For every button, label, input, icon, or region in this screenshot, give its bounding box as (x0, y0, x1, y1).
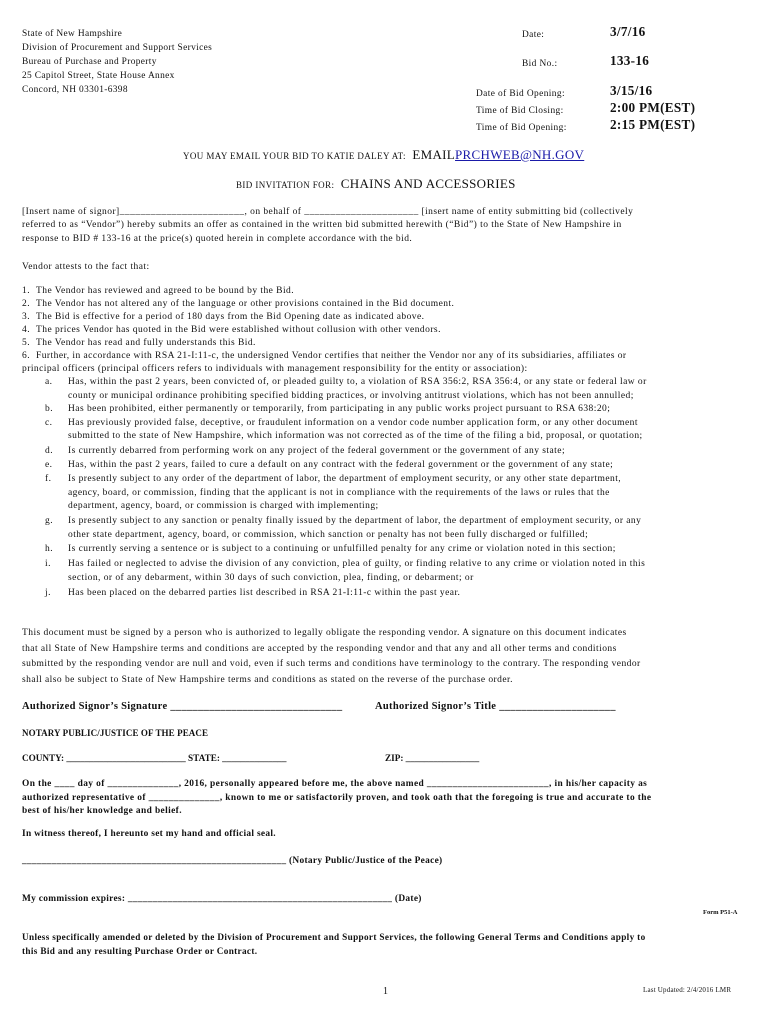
sublist-item-letter: h. (45, 544, 54, 554)
bid-invitation-heading (236, 177, 516, 192)
list-item-text: The Vendor has not altered any of the language or other provisions contained in the Bid document. (36, 299, 455, 309)
list-item-text: The Vendor has read and fully understands this Bid. (36, 338, 256, 348)
sublist-item-text: Is currently debarred from performing work on any project of the federal government or the government of any state; (68, 446, 566, 456)
opening-date-label: Date of Bid Opening: (476, 89, 565, 99)
sublist-item-text: Has been placed on the debarred parties list described in RSA 21-I:11-c within the past year. (68, 588, 461, 598)
list-item-number: 3. (22, 312, 31, 322)
list-item-continuation: principal officers (principal officers refers to individuals with management responsibility for the entity or association): (22, 364, 528, 374)
signing-paragraph (22, 626, 641, 688)
list-item-number: 2. (22, 299, 31, 309)
sublist-item-text: Is presently subject to any sanction or penalty finally issued by the department of labor, the department of employment security, or any (68, 516, 642, 526)
bid-no-value: 133-16 (610, 53, 650, 68)
email-link[interactable]: PRCHWEB@NH.GOV (455, 147, 585, 162)
oath-paragraph (22, 778, 651, 819)
sublist-item-text: section, or of any debarment, within 30 days of such conviction, plea, finding, or debarment; or (68, 573, 474, 583)
intro-line: [Insert name of signor]________________________, on behalf of ______________________ [insert name of entity submitting bid (collectively (22, 207, 634, 217)
intro-line: referred to as “Vendor”) hereby submits an offer as contained in the written bid submitted herewith (“Bid”) to the State of New Hampshire in (22, 220, 622, 231)
sublist-item-text: Has, within the past 2 years, failed to cure a default on any contract with the federal government or the government of any state; (68, 460, 614, 470)
agency-line-division: Division of Procurement and Support Services (22, 43, 213, 53)
intro-line: response to BID # 133-16 at the price(s) quoted herein in complete accordance with the bid. (22, 233, 413, 244)
list-item-number: 6. (22, 351, 31, 361)
sublist-item-text: Has been prohibited, either permanently or temporarily, from participating in any public works project pursuant to RSA 638:20; (68, 404, 611, 414)
signor-title-field[interactable] (375, 700, 616, 713)
bid-invitation-label: BID INVITATION FOR: (236, 180, 335, 190)
opening-date-value: 3/15/16 (610, 83, 653, 98)
signing-line: submitted by the responding vendor are null and void, even if such terms and conditions have terminology to the contrary. The responding vendor (22, 659, 641, 669)
sublist-item-letter: c. (45, 417, 53, 428)
sublist-item-text: Has previously provided false, deceptive, or fraudulent information on a vendor code number application form, or any other document (68, 417, 638, 428)
intro-paragraph (22, 206, 633, 246)
sublist-item-letter: i. (45, 559, 51, 569)
terms-note-line: this Bid and any resulting Purchase Order or Contract. (22, 946, 258, 956)
sublist-item-text: county or municipal ordinance prohibiting specified bidding practices, or involving antitrust violations, which has not been annulled; (68, 390, 634, 401)
terms-note-line: Unless specifically amended or deleted by the Division of Procurement and Support Services, the following General Terms and Conditions apply to (22, 932, 646, 942)
signature-field[interactable] (22, 700, 342, 713)
list-item-number: 1. (22, 286, 31, 296)
sublist-item-text: Has, within the past 2 years, been convicted of, or pleaded guilty to, a violation of RSA 356:2, RSA 356:4, or any state or federal law or (68, 377, 647, 387)
sublist-item-letter: d. (45, 446, 54, 456)
signature-label: Authorized Signor’s Signature (22, 701, 168, 712)
signing-line: that all State of New Hampshire terms and conditions are accepted by the responding vendor and that any and all other terms and conditions (22, 643, 617, 654)
signing-line: This document must be signed by a person who is authorized to legally obligate the responding vendor. A signature on this document indicates (22, 628, 627, 638)
list-item-number: 5. (22, 338, 31, 348)
county-state-field[interactable]: COUNTY: __________________________ STATE: ______________ (22, 753, 287, 763)
date-label: Date: (522, 30, 545, 40)
sublist-item-text: Is currently serving a sentence or is subject to a continuing or unfulfilled penalty for any crime or violation noted in this section; (68, 544, 616, 554)
email-label: EMAIL (412, 147, 456, 162)
sublist-item-letter: b. (45, 404, 54, 414)
oath-line: authorized representative of ______________, known to me or satisfactorily proven, and took oath that the foregoing is true and accurate to the (22, 792, 652, 803)
zip-field[interactable]: ZIP: ________________ (385, 753, 480, 763)
sublist-item-text: submitted to the state of New Hampshire, which information was not corrected as of the time of the filing a bid, proposal, or quotation; (68, 431, 643, 441)
sublist-item-letter: g. (45, 516, 54, 526)
notary-heading: NOTARY PUBLIC/JUSTICE OF THE PEACE (22, 728, 209, 738)
date-value: 3/7/16 (610, 24, 646, 39)
bid-no-label: Bid No.: (522, 59, 558, 69)
signor-title-line[interactable]: _____________________ (499, 701, 616, 712)
sublist-item-text: other state department, agency, board, or commission, which sanction or penalty has not been fully discharged or fulfilled; (68, 530, 589, 540)
list-item-text: Further, in accordance with RSA 21-I:11-c, the undersigned Vendor certifies that neither the Vendor nor any of its subsidiaries, affiliates or (36, 351, 627, 361)
closing-time-label: Time of Bid Closing: (476, 106, 564, 116)
bid-invitation-title: CHAINS AND ACCESSORIES (340, 176, 516, 191)
agency-line-city: Concord, NH 03301-6398 (22, 85, 128, 95)
closing-time-value: 2:00 PM(EST) (610, 100, 696, 115)
commission-expires-field[interactable]: My commission expires: _____________________________________________________ (Date) (22, 894, 422, 904)
sublist-item-text: Is presently subject to any order of the department of labor, the department of employment security, or any other state department, (68, 474, 622, 484)
sublist-item-letter: j. (45, 588, 51, 598)
agency-line-street: 25 Capitol Street, State House Annex (22, 71, 175, 81)
email-instruction (183, 148, 584, 163)
form-id: Form P51-A (703, 909, 738, 916)
agency-line-bureau: Bureau of Purchase and Property (22, 57, 157, 67)
oath-line: best of his/her knowledge and belief. (22, 806, 182, 816)
sublist-item-letter: a. (45, 377, 53, 387)
oath-line: On the ____ day of ______________, 2016, personally appeared before me, the above named ________________________, in his/her capacity as (22, 779, 648, 789)
opening-time-label: Time of Bid Opening: (476, 123, 567, 133)
list-item-number: 4. (22, 325, 31, 335)
agency-header (22, 27, 212, 97)
email-instruction-text: YOU MAY EMAIL YOUR BID TO KATIE DALEY AT: (183, 151, 406, 161)
sublist-item-text: department, agency, board, or commission is charged with implementing; (68, 501, 379, 511)
opening-time-value: 2:15 PM(EST) (610, 117, 696, 132)
witness-statement: In witness thereof, I hereunto set my hand and official seal. (22, 829, 276, 839)
sublist-item-letter: e. (45, 460, 53, 470)
attestation-list (0, 285, 770, 365)
signature-line[interactable]: _______________________________ (170, 701, 343, 712)
notary-signature-line[interactable]: _____________________________________________________ (Notary Public/Justice of the Peace) (22, 856, 443, 866)
last-updated: Last Updated: 2/4/2016 LMR (643, 986, 732, 994)
attests-statement: Vendor attests to the fact that: (22, 262, 150, 272)
sublist-item-text: agency, board, or commission, finding that the applicant is not in compliance with the requirements of the laws or rules that the (68, 487, 610, 498)
list-item-text: The Vendor has reviewed and agreed to be bound by the Bid. (36, 286, 295, 296)
disqualification-sublist (0, 376, 770, 616)
sublist-item-text: Has failed or neglected to advise the division of any conviction, plea of guilty, or finding relative to any crime or violation noted in this (68, 559, 646, 569)
signing-line: shall also be subject to State of New Hampshire terms and conditions as stated on the reverse of the purchase order. (22, 674, 513, 685)
agency-line-state: State of New Hampshire (22, 29, 123, 39)
signor-title-label: Authorized Signor’s Title (375, 701, 497, 712)
page-number: 1 (383, 986, 388, 997)
list-item-text: The Bid is effective for a period of 180 days from the Bid Opening date as indicated above. (36, 312, 425, 322)
list-item-text: The prices Vendor has quoted in the Bid were established without collusion with other vendors. (36, 325, 441, 335)
sublist-item-letter: f. (45, 474, 52, 484)
terms-note (22, 930, 646, 958)
